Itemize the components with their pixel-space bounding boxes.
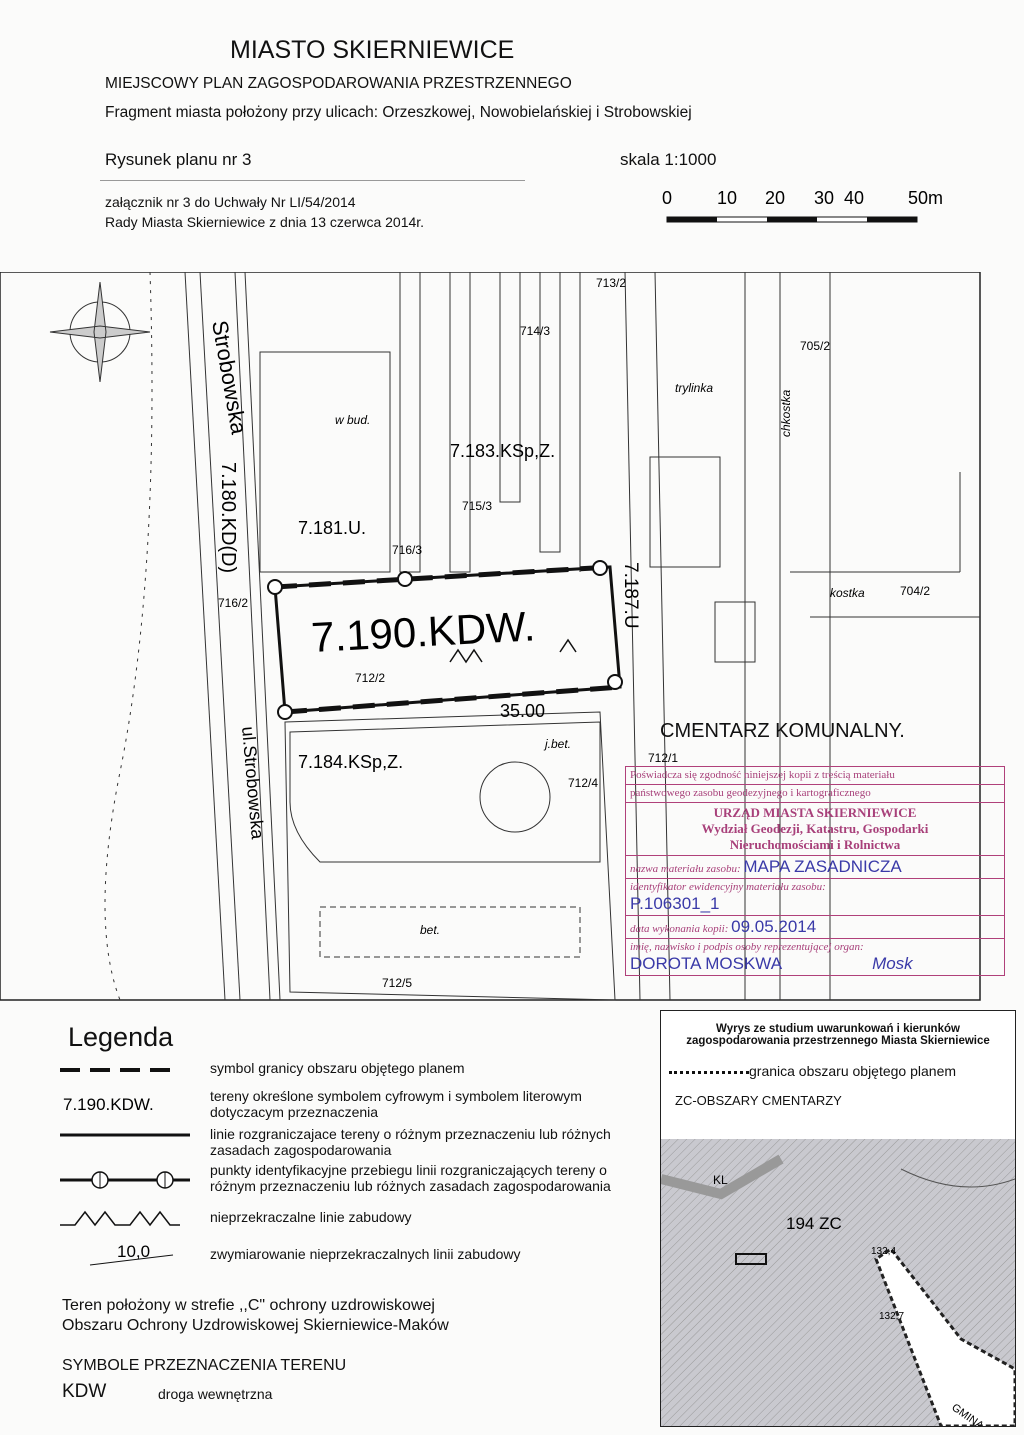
legend-item: zwymiarowanie nieprzekraczalnych linii zabudowy <box>210 1246 521 1262</box>
stamp-field-label: nazwa materiału zasobu: <box>630 863 741 875</box>
parcel-label: 714/3 <box>520 324 551 338</box>
zone-note: Teren położony w strefie ,,C" ochrony uzdrowiskowej <box>62 1297 435 1314</box>
stamp-line: państwowego zasobu geodezyjnego i kartograficznego <box>626 785 1004 803</box>
certification-stamp <box>625 766 1005 976</box>
parcel-label: 704/2 <box>900 584 931 598</box>
stamp-line: Poświadcza się zgodność niniejszej kopii z treścią materiału <box>626 767 1004 785</box>
legend-item: tereny określone symbolem cyfrowym i symbolem literowym dotyczacym przeznaczenia <box>210 1088 582 1120</box>
inset-map <box>661 1139 1015 1426</box>
zone-label-main: 7.190.KDW. <box>310 602 537 661</box>
symbols-title: SYMBOLE PRZEZNACZENIA TERENU <box>62 1357 347 1374</box>
scale-label: skala 1:1000 <box>620 150 717 169</box>
parcel-label: 715/3 <box>462 499 493 513</box>
inset-label: KL <box>713 1173 728 1187</box>
inset-title: Wyrys ze studium uwarunkowań i kierunków <box>716 1023 960 1035</box>
material-name: MAPA ZASADNICZA <box>743 857 902 876</box>
cemetery-label: CMENTARZ KOMUNALNY. <box>660 720 905 742</box>
study-extract-inset <box>660 1010 1016 1427</box>
zone-label: 7.181.U. <box>298 518 367 538</box>
surface-label: kostka <box>830 586 865 600</box>
fragment-description: Fragment miasta położony przy ulicach: Orzeszkowej, Nowobielańskiej i Strobowskiej <box>105 104 692 121</box>
signature: Mosk <box>872 954 913 973</box>
stamp-office: URZĄD MIASTA SKIERNIEWICE <box>713 805 917 820</box>
surface-label: w bud. <box>335 413 371 427</box>
inset-zc-label: ZC-OBSZARY CMENTARZY <box>675 1093 842 1108</box>
legend-item: punkty identyfikacyjne przebiegu linii rozgraniczających tereny o różnym przeznaczeniu lub różnych zasadach zagospodarowania <box>210 1162 611 1194</box>
stamp-field-label: identyfikator ewidencyjny materiału zasobu: <box>630 881 826 893</box>
surface-label: j.bet. <box>545 737 572 751</box>
parcel-label: 712/1 <box>648 751 679 765</box>
surface-label: trylinka <box>675 381 714 395</box>
parcel-label: 712/5 <box>382 976 413 990</box>
street-label: Strobowska <box>207 318 252 437</box>
road-label: 7.180.KD(D) <box>217 462 239 574</box>
surface-label: bet. <box>420 923 441 937</box>
inset-elevation: 132,4 <box>871 1246 897 1257</box>
legend-symbols <box>55 1060 205 1280</box>
scale-tick: 30 <box>814 188 835 208</box>
attachment-line-1: załącznik nr 3 do Uchwały Nr LI/54/2014 <box>105 194 356 210</box>
legend-item: linie rozgraniczajace tereny o różnym przeznaczeniu lub różnych zasadach zagospodarowania <box>210 1126 611 1158</box>
inset-label: 194 ZC <box>786 1214 842 1233</box>
street-label-bottom: ul.Strobowska <box>238 725 268 840</box>
scale-tick: 10 <box>717 188 738 208</box>
scale-tick: 0 <box>662 188 673 208</box>
stamp-field-label: imię, nazwisko i podpis osoby reprezentującej organ: <box>630 941 864 953</box>
parcel-label: 712/2 <box>355 671 386 685</box>
parcel-label: 716/3 <box>392 543 423 557</box>
zone-label: 7.183.KSp,Z. <box>450 441 556 461</box>
zone-label: 7.187.U <box>620 562 641 629</box>
legend-dimension-symbol: 10,0 <box>117 1242 151 1261</box>
inset-boundary-label: granica obszaru objętego planem <box>749 1063 957 1079</box>
attachment-line-2: Rady Miasta Skierniewice z dnia 13 czerwca 2014r. <box>105 214 425 230</box>
zone-note: Obszaru Ochrony Uzdrowiskowej Skierniewice-Maków <box>62 1317 449 1334</box>
compass-rose <box>50 282 150 382</box>
legend-title: Legenda <box>68 1022 174 1052</box>
drawing-number: Rysunek planu nr 3 <box>105 150 252 169</box>
zone-label: 7.184.KSp,Z. <box>298 752 404 772</box>
plan-subtitle: MIEJSCOWY PLAN ZAGOSPODAROWANIA PRZESTRZENNEGO <box>105 75 572 92</box>
symbol-code: KDW <box>62 1381 107 1402</box>
scale-tick: 40 <box>844 188 865 208</box>
divider <box>100 180 525 181</box>
surface-label: chkostka <box>779 389 793 437</box>
scale-tick: 20 <box>765 188 786 208</box>
legend-item: symbol granicy obszaru objętego planem <box>210 1060 465 1076</box>
inset-title: zagospodarowania przestrzennego Miasta Skierniewice <box>686 1035 990 1047</box>
stamp-office: Wydział Geodezji, Katastru, Gospodarki <box>701 821 929 836</box>
inset-elevation: 132,7 <box>879 1311 905 1322</box>
dimension-label: 35.00 <box>500 701 546 721</box>
scale-tick: 50m <box>908 188 944 208</box>
symbol-description: droga wewnętrzna <box>158 1386 273 1402</box>
parcel-label: 705/2 <box>800 339 831 353</box>
parcel-label: 712/4 <box>568 776 599 790</box>
stamp-office: Nieruchomościami i Rolnictwa <box>729 837 901 852</box>
legend-item: nieprzekraczalne linie zabudowy <box>210 1209 412 1225</box>
parcel-label: 713/2 <box>596 276 627 290</box>
copy-date: 09.05.2014 <box>731 917 817 936</box>
parcel-label: 716/2 <box>218 596 249 610</box>
scale-bar <box>650 182 970 242</box>
stamp-field-label: data wykonania kopii: <box>630 923 729 935</box>
legend-zone-symbol: 7.190.KDW. <box>63 1095 154 1114</box>
city-title: MIASTO SKIERNIEWICE <box>230 36 515 64</box>
material-id: P.106301_1 <box>630 894 720 913</box>
person-name: DOROTA MOSKWA <box>630 954 783 973</box>
